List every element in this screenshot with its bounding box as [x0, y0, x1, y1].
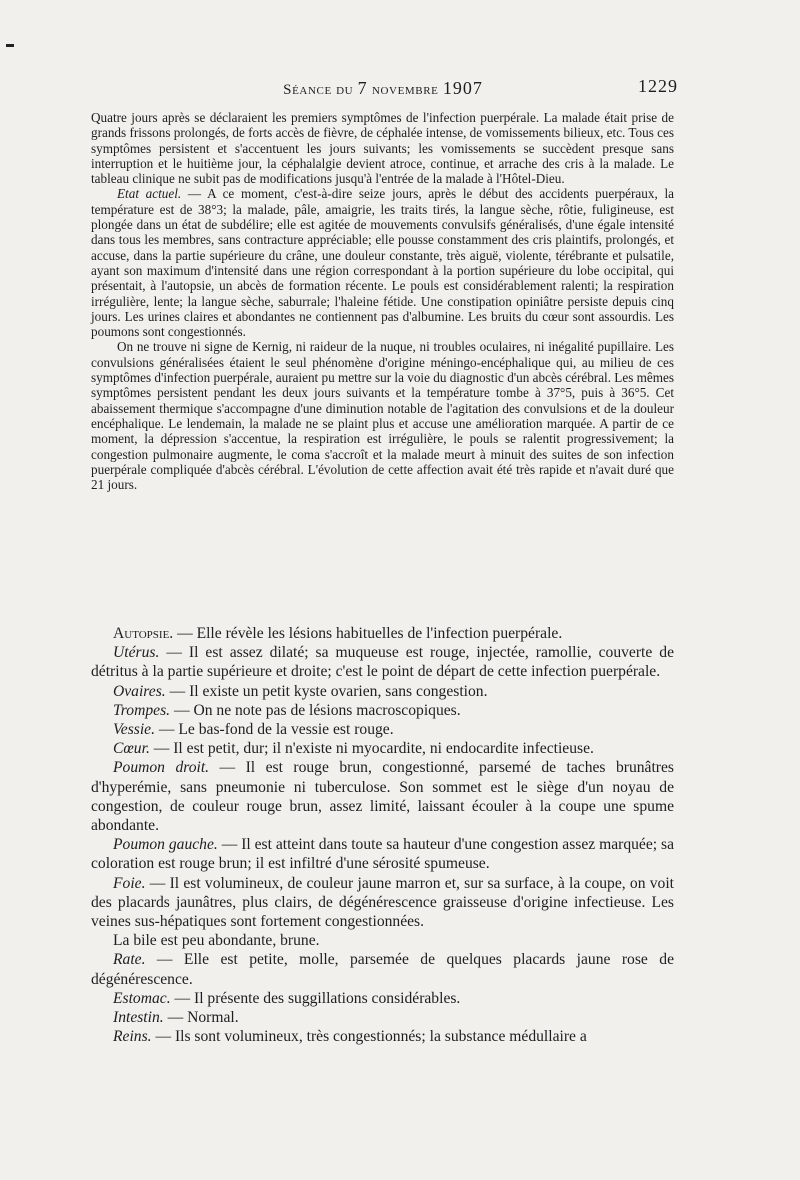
paragraph-lead: Vessie. [113, 721, 156, 739]
page-number: 1229 [638, 76, 678, 96]
paragraph: Trompes. — On ne note pas de lésions macroscopiques. [113, 701, 461, 719]
paragraph-lead: Poumon gauche. [113, 836, 218, 854]
paragraph: La bile est peu abondante, brune. [113, 932, 320, 950]
header-month: novembre [371, 82, 439, 98]
header-day: 7 [357, 78, 368, 98]
autopsy-report [91, 624, 674, 1046]
paragraph-lead: Poumon droit. [113, 759, 210, 777]
paragraph: Poumon droit. — Il est rouge brun, congestionné, parsemé de taches brunâtres d'hyperémie, sans pneumonie ni tuberculose. Son sommet est le siège d'un noyau de congestion, de couleur rouge brun, assez limité, laissant écouler à la coupe une spume abondante. [91, 759, 674, 835]
paragraph: Estomac. — Il présente des suggillations considérables. [113, 989, 461, 1007]
clinical-observation [91, 110, 674, 492]
paragraph: Quatre jours après se déclaraient les premiers symptômes de l'infection puerpérale. La malade était prise de grands frissons prolongés, de forts accès de fièvre, de céphalée intense, de vomissements bilieux, etc. Tous ces symptômes persistent et s'accentuent les jours suivants; les vomissements se succèdent presque sans interruption et le huitième jour, la céphalalgie devient atroce, continue, et arrache des cris à la malade. Le tableau clinique ne subit pas de modifications jusqu'à l'entrée de la malade à l'Hôtel-Dieu. [91, 110, 674, 187]
paragraph: Foie. — Il est volumineux, de couleur jaune marron et, sur sa surface, à la coupe, on voit des placards jaunâtres, plus clairs, de dégénérescence graisseuse d'origine infectieuse. Les veines sus-hépatiques sont fortement congestionnées. [91, 874, 674, 931]
paragraph-lead: Cœur. [113, 740, 150, 758]
paragraph-lead: Utérus. [113, 644, 160, 662]
paragraph-lead: Estomac. [113, 989, 171, 1007]
paragraph-lead: Rate. [113, 951, 146, 969]
paragraph-lead: Trompes. [113, 701, 171, 719]
header-year: 1907 [442, 78, 483, 98]
paragraph: Reins. — Ils sont volumineux, très congestionnés; la substance médullaire a [113, 1028, 587, 1046]
paragraph-lead: Ovaires. [113, 682, 166, 700]
paragraph: Vessie. — Le bas-fond de la vessie est rouge. [113, 721, 394, 739]
header-title [88, 78, 678, 99]
paragraph: Poumon gauche. — Il est atteint dans toute sa hauteur d'une congestion assez marquée; sa coloration est rouge brun; il est infiltré d'une sérosité spumeuse. [91, 836, 674, 873]
paragraph-lead: Etat actuel. [117, 186, 182, 202]
header-seance: Séance du [283, 82, 354, 98]
margin-mark [6, 44, 14, 47]
paragraph: Intestin. — Normal. [113, 1009, 239, 1027]
paragraph: Etat actuel. — A ce moment, c'est-à-dire seize jours, après le début des accidents puerpéraux, la température est de 38°3; la malade, pâle, amaigrie, les traits tirés, la langue sèche, rôtie, fuligineuse, est plongée dans un état de subdélire; elle est agitée de mouvements convulsifs généralisés, d'une égale intensité dans tous les membres, sans contracture appréciable; elle pousse constamment des cris plaintifs, prolongés, et accuse, dans la partie supérieure du crâne, une douleur constante, très aiguë, violente, térébrante et pulsatile, ayant son maximum d'intensité dans une région correspondant à la portion supérieure du lobe occipital, qui présentait, à l'autopsie, un abcès de formation récente. Le pouls est considérablement ralenti; la respiration irrégulière, lente; la langue sèche, saburrale; l'haleine fétide. Une constipation opiniâtre persiste depuis cinq jours. Les urines claires et abondantes ne contiennent pas d'albumine. Les bruits du cœur sont assourdis. Les poumons sont congestionnés. [91, 186, 674, 340]
paragraph: Rate. — Elle est petite, molle, parsemée de quelques placards jaune rose de dégénérescence. [91, 951, 674, 988]
paragraph-lead: Intestin. [113, 1009, 164, 1027]
paragraph-lead: Autopsie. [113, 625, 174, 642]
paragraph: Ovaires. — Il existe un petit kyste ovarien, sans congestion. [113, 682, 488, 700]
running-header [88, 78, 678, 100]
paragraph-lead: Foie. [113, 874, 146, 892]
paragraph: Utérus. — Il est assez dilaté; sa muqueuse est rouge, injectée, ramollie, couverte de détritus à la partie supérieure et droite; c'est le point de départ de cette infection puerpérale. [91, 644, 674, 681]
paragraph: Cœur. — Il est petit, dur; il n'existe ni myocardite, ni endocardite infectieuse. [113, 740, 594, 758]
paragraph: Autopsie. — Elle révèle les lésions habituelles de l'infection puerpérale. [113, 625, 563, 642]
paragraph-lead: Reins. [113, 1028, 152, 1046]
paragraph: On ne trouve ni signe de Kernig, ni raideur de la nuque, ni troubles oculaires, ni inégalité pupillaire. Les convulsions généralisées étaient le seul phénomène d'origine méningo-encéphalique qui, au milieu de ces symptômes d'infection puerpérale, auraient pu mettre sur la voie du diagnostic d'un abcès cérébral. Les mêmes symptômes persistent pendant les deux jours suivants et la température tombe à 37°5, puis à 36°5. Cet abaissement thermique s'accompagne d'une diminution notable de l'agitation des convulsions et de la douleur encéphalique. Le lendemain, la malade ne se plaint plus et accuse une amélioration marquée. A partir de ce moment, la dépression s'accentue, la respiration est irrégulière, le pouls se ralentit progressivement; la congestion pulmonaire augmente, le coma s'accroît et la malade meurt à minuit des suites de son infection puerpérale compliquée d'abcès cérébral. L'évolution de cette affection avait été très rapide et n'avait duré que 21 jours. [91, 339, 674, 493]
